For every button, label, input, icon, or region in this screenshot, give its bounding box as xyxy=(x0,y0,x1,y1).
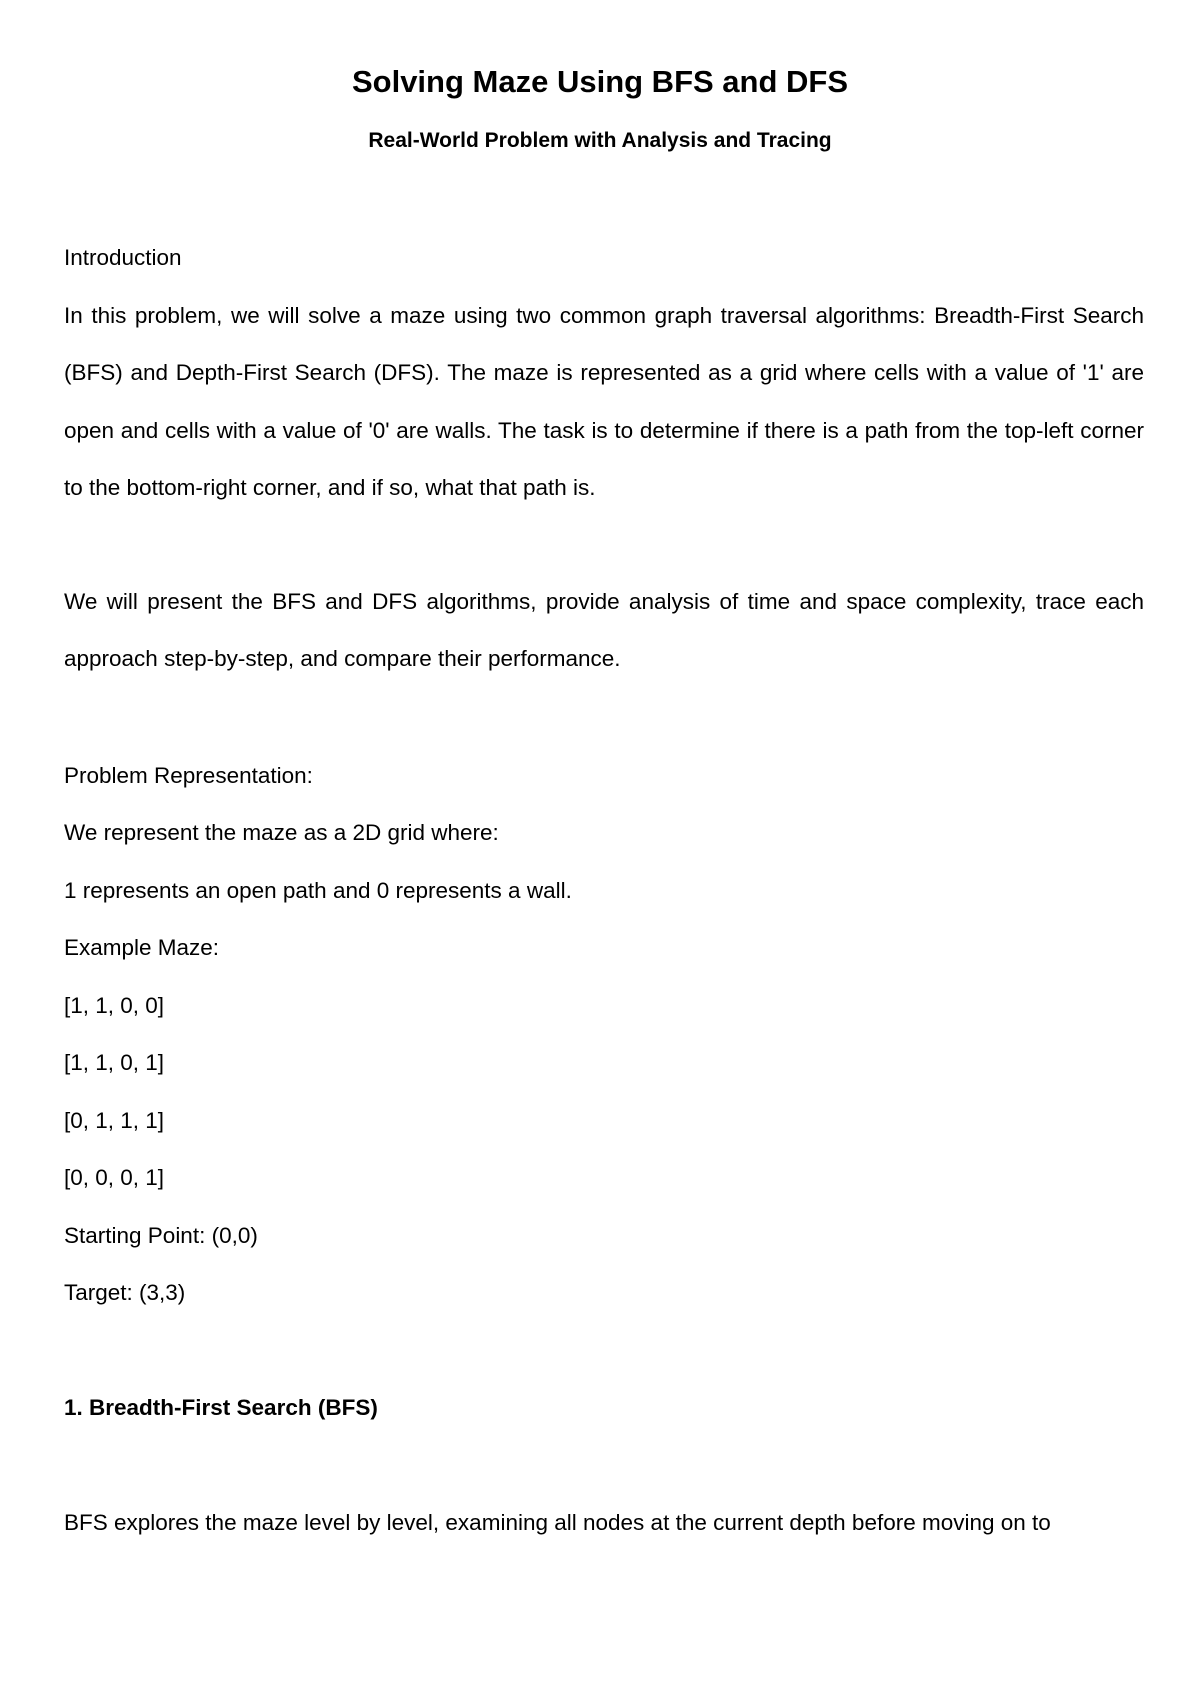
maze-row: [1, 1, 0, 1] xyxy=(64,1050,165,1075)
problem-line-1: We represent the maze as a 2D grid where: xyxy=(64,820,499,845)
maze-row: [0, 1, 1, 1] xyxy=(64,1108,165,1133)
starting-point: Starting Point: (0,0) xyxy=(64,1223,258,1248)
problem-heading: Problem Representation: xyxy=(64,763,313,788)
document-title: Solving Maze Using BFS and DFS xyxy=(351,64,849,99)
intro-heading: Introduction xyxy=(64,245,182,270)
problem-line-2: 1 represents an open path and 0 represents a wall. xyxy=(64,878,572,903)
example-label: Example Maze: xyxy=(64,935,220,960)
section-heading-bfs: 1. Breadth-First Search (BFS) xyxy=(64,1395,378,1420)
maze-row: [1, 1, 0, 0] xyxy=(64,993,165,1018)
maze-row: [0, 0, 0, 1] xyxy=(64,1165,165,1190)
overview-paragraph: We will present the BFS and DFS algorithms, provide analysis of time and space complexity, trace each approach step-by-step, and compare their performance. xyxy=(64,589,1144,672)
target: Target: (3,3) xyxy=(64,1280,186,1305)
document-subtitle: Real-World Problem with Analysis and Tracing xyxy=(368,129,832,152)
bfs-paragraph: BFS explores the maze level by level, examining all nodes at the current depth before moving on to xyxy=(64,1510,1051,1535)
intro-paragraph: In this problem, we will solve a maze using two common graph traversal algorithms: Breadth-First Search (BFS) and Depth-First Search (DFS). The maze is represented as a grid where cells with a value of '1' are open and cells with a value of '0' are walls. The task is to determine if there is a path from the top-left corner to the bottom-right corner, and if so, what that path is. xyxy=(64,303,1144,500)
